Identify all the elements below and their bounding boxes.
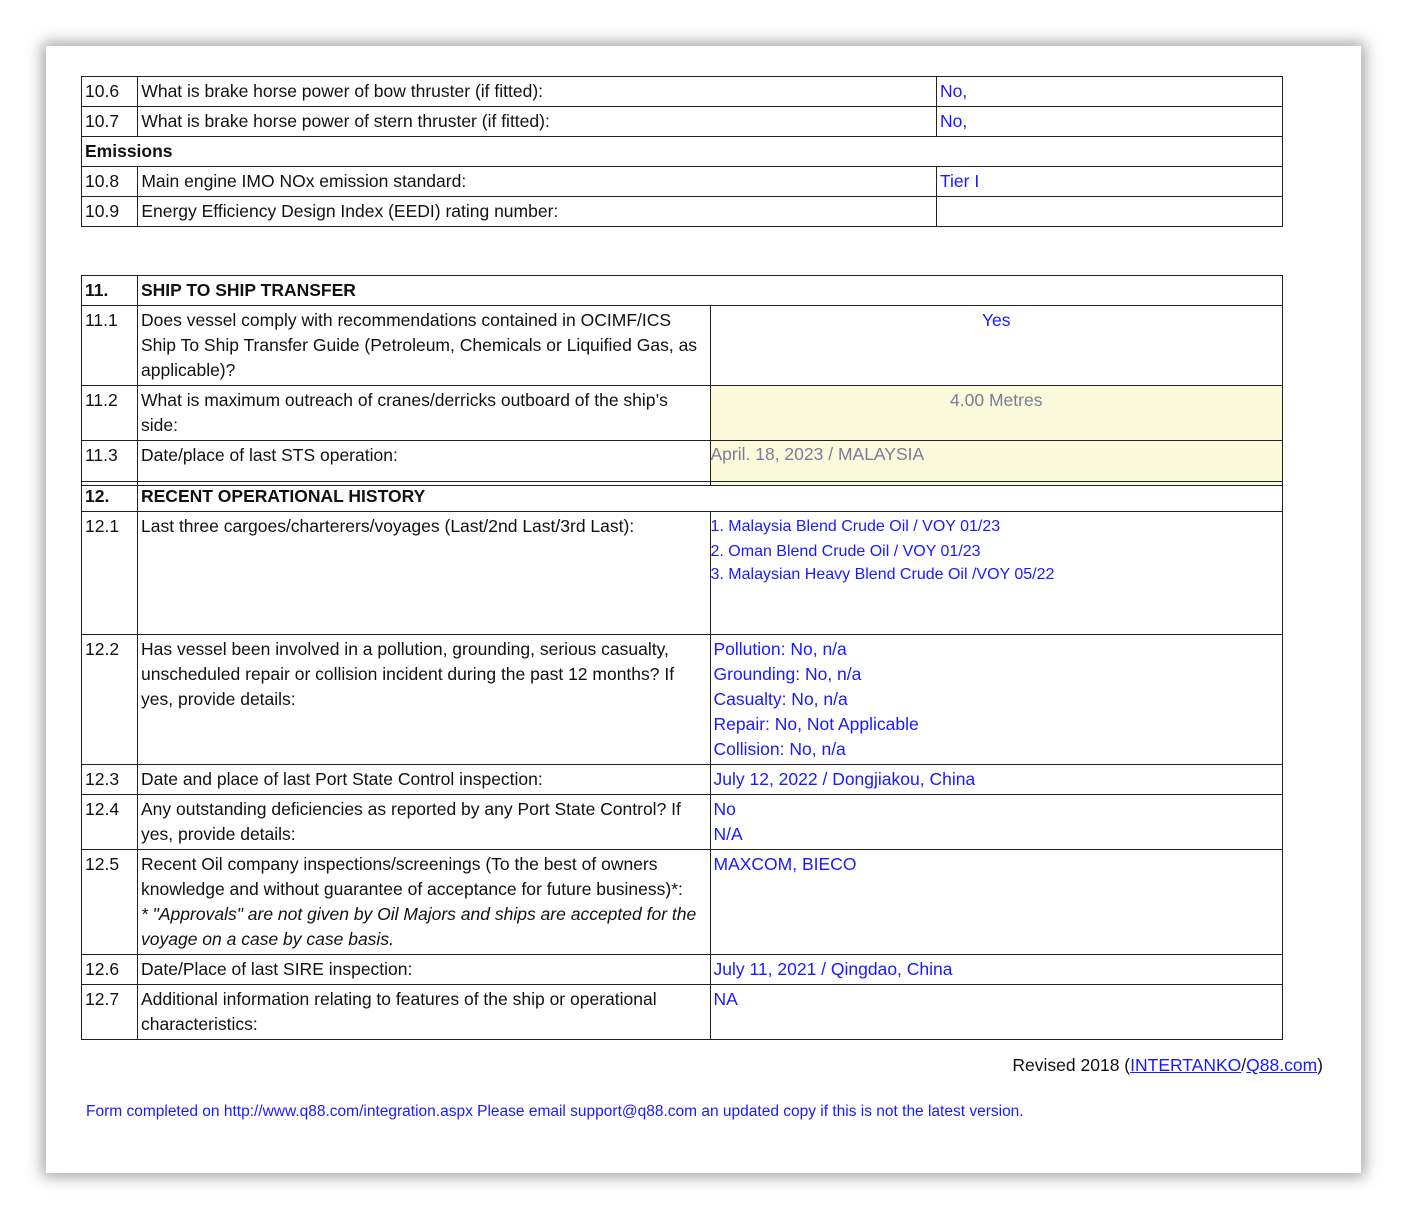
- table-row: [82, 167, 1283, 197]
- revision-separator: /: [1241, 1055, 1247, 1075]
- question-text: Recent Oil company inspections/screenings (To the best of owners knowledge and without guarantee of acceptance for future business)*:: [141, 854, 683, 899]
- table-row: [82, 386, 1283, 441]
- document-page: [46, 46, 1361, 1173]
- row-number: 12.5: [82, 850, 138, 955]
- row-number: 12.1: [82, 512, 138, 635]
- question-cell: Has vessel been involved in a pollution, grounding, serious casualty, unscheduled repair or collision incident during the past 12 months? If yes, provide details:: [138, 635, 711, 765]
- answer-cell: NA: [710, 985, 1283, 1040]
- table-row: [82, 795, 1283, 850]
- question-cell: Date/Place of last SIRE inspection:: [138, 955, 711, 985]
- incident-line: Repair: No, Not Applicable: [713, 714, 919, 734]
- answer-cell: [710, 795, 1283, 850]
- table-row: [82, 955, 1283, 985]
- cargo-line: 1. Malaysia Blend Crude Oil / VOY 01/23: [710, 518, 1001, 535]
- revision-note: [1012, 1055, 1323, 1076]
- question-cell: Additional information relating to features of the ship or operational characteristics:: [138, 985, 711, 1040]
- incident-line: Collision: No, n/a: [713, 739, 846, 759]
- row-number: 11.1: [82, 306, 138, 386]
- answer-cell: [710, 512, 1283, 635]
- answer-cell: No,: [936, 107, 1282, 137]
- section-number: 11.: [82, 276, 138, 306]
- approvals-note: * "Approvals" are not given by Oil Majors and ships are accepted for the voyage on a case by case basis.: [141, 904, 697, 949]
- question-cell: Any outstanding deficiencies as reported by any Port State Control? If yes, provide details:: [138, 795, 711, 850]
- incident-line: Pollution: No, n/a: [713, 639, 847, 659]
- question-cell: Main engine IMO NOx emission standard:: [138, 167, 937, 197]
- table-row: [82, 77, 1283, 107]
- row-number: 11.2: [82, 386, 138, 441]
- question-cell: Does vessel comply with recommendations contained in OCIMF/ICS Ship To Ship Transfer Guide (Petroleum, Chemicals or Liquified Gas, as applicable)?: [138, 306, 711, 386]
- answer-line: N/A: [713, 824, 743, 844]
- question-cell: Energy Efficiency Design Index (EEDI) rating number:: [138, 197, 937, 227]
- footer-note: Form completed on http://www.q88.com/integration.aspx Please email support@q88.com an updated copy if this is not the latest version.: [86, 1103, 1024, 1120]
- answer-cell: July 12, 2022 / Dongjiakou, China: [710, 765, 1283, 795]
- answer-cell: [710, 635, 1283, 765]
- table-row: [82, 635, 1283, 765]
- revision-prefix: Revised 2018 (: [1012, 1055, 1131, 1075]
- answer-cell: Yes: [710, 306, 1283, 386]
- row-number: 12.3: [82, 765, 138, 795]
- row-number: 10.9: [82, 197, 138, 227]
- sts-transfer-table: [81, 275, 1283, 486]
- revision-suffix: ): [1317, 1055, 1323, 1075]
- question-cell: Date/place of last STS operation:: [138, 441, 711, 486]
- table-row: [82, 306, 1283, 386]
- answer-cell: 4.00 Metres: [710, 386, 1283, 441]
- question-cell: Last three cargoes/charterers/voyages (Last/2nd Last/3rd Last):: [138, 512, 711, 635]
- incident-line: Casualty: No, n/a: [713, 689, 848, 709]
- table-row: [82, 512, 1283, 635]
- answer-cell: April. 18, 2023 / MALAYSIA: [710, 441, 1283, 486]
- answer-cell: [936, 197, 1282, 227]
- table-row: [82, 107, 1283, 137]
- row-number: 10.7: [82, 107, 138, 137]
- answer-cell: July 11, 2021 / Qingdao, China: [710, 955, 1283, 985]
- section-number: 12.: [82, 482, 138, 512]
- cargo-line: 2. Oman Blend Crude Oil / VOY 01/23: [710, 543, 981, 560]
- row-number: 12.2: [82, 635, 138, 765]
- question-cell: What is maximum outreach of cranes/derricks outboard of the ship’s side:: [138, 386, 711, 441]
- question-cell: [138, 850, 711, 955]
- question-cell: Date and place of last Port State Control inspection:: [138, 765, 711, 795]
- row-number: 11.3: [82, 441, 138, 486]
- row-number: 12.4: [82, 795, 138, 850]
- answer-cell: No,: [936, 77, 1282, 107]
- q88-link[interactable]: Q88.com: [1246, 1055, 1318, 1075]
- incident-line: Grounding: No, n/a: [713, 664, 862, 684]
- section-header-row: [82, 482, 1283, 512]
- answer-cell: MAXCOM, BIECO: [710, 850, 1283, 955]
- table-row: [82, 850, 1283, 955]
- table-row: [82, 137, 1283, 167]
- section-title: SHIP TO SHIP TRANSFER: [138, 276, 1283, 306]
- row-number: 12.6: [82, 955, 138, 985]
- table-row: [82, 441, 1283, 486]
- operational-history-table: [81, 481, 1283, 1040]
- question-cell: What is brake horse power of bow thruster (if fitted):: [138, 77, 937, 107]
- cargo-line: 3. Malaysian Heavy Blend Crude Oil /VOY 05/22: [710, 566, 1055, 583]
- table-row: [82, 985, 1283, 1040]
- engine-table: [81, 76, 1283, 227]
- section-title: RECENT OPERATIONAL HISTORY: [138, 482, 1283, 512]
- answer-cell: Tier I: [936, 167, 1282, 197]
- table-row: [82, 197, 1283, 227]
- row-number: 10.8: [82, 167, 138, 197]
- emissions-heading: Emissions: [82, 137, 1283, 167]
- question-cell: What is brake horse power of stern thruster (if fitted):: [138, 107, 937, 137]
- table-row: [82, 765, 1283, 795]
- intertanko-link[interactable]: INTERTANKO: [1130, 1055, 1242, 1075]
- answer-line: No: [713, 799, 736, 819]
- section-header-row: [82, 276, 1283, 306]
- row-number: 10.6: [82, 77, 138, 107]
- row-number: 12.7: [82, 985, 138, 1040]
